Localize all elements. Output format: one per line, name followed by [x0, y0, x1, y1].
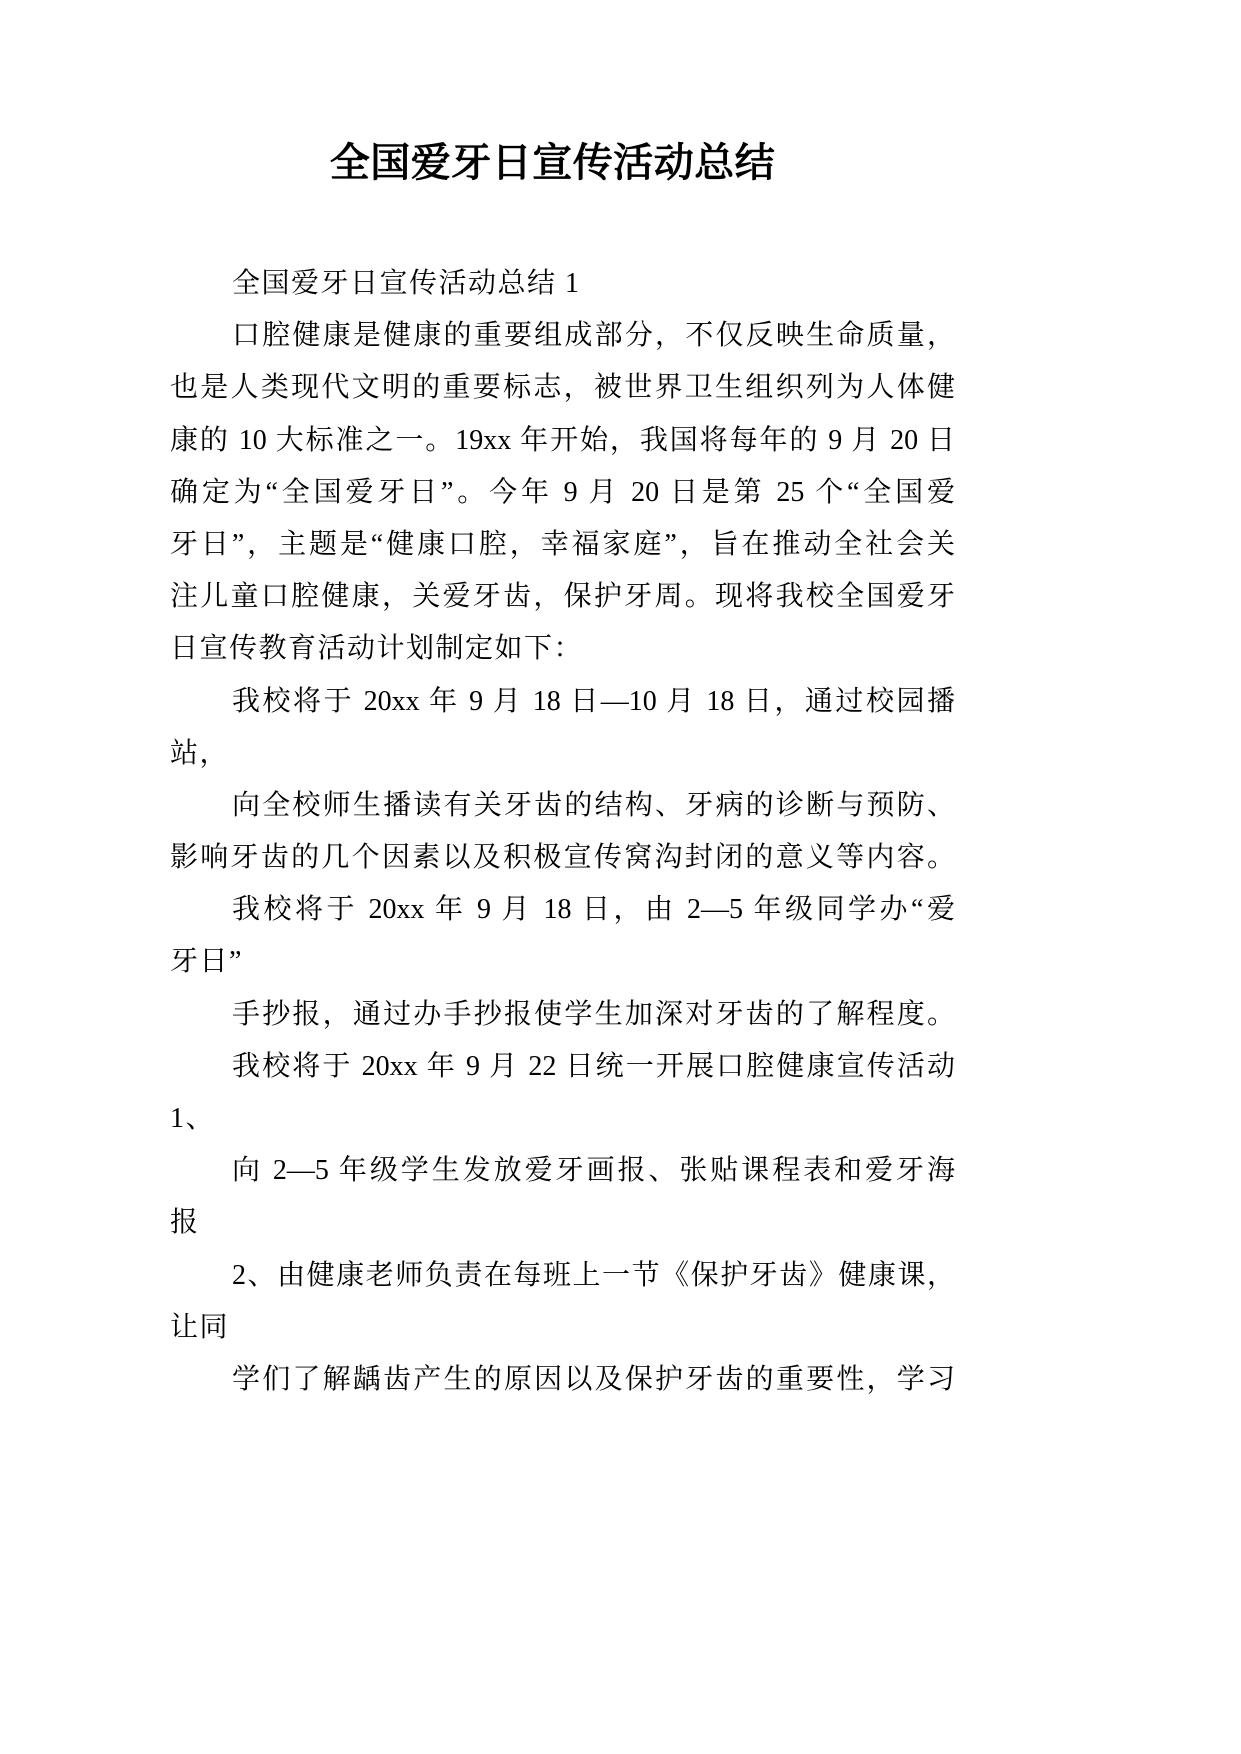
text-line: 我校将于 20xx 年 9 月 18 日，由 2—5 年级同学办“爱	[232, 894, 955, 926]
paragraph	[170, 884, 955, 988]
text-line: 报	[170, 1207, 200, 1239]
paragraph	[170, 676, 955, 780]
text-line: 牙日”，主题是“健康口腔，幸福家庭”，旨在推动全社会关	[170, 528, 955, 560]
document-body	[170, 258, 955, 1406]
text-line: 口腔健康是健康的重要组成部分，不仅反映生命质量，	[232, 320, 955, 352]
section-heading: 全国爱牙日宣传活动总结 1	[232, 268, 581, 299]
text-line: 牙日”	[170, 946, 243, 978]
text-line: 我校将于 20xx 年 9 月 22 日统一开展口腔健康宣传活动	[232, 1050, 955, 1082]
text-line: 站，	[170, 737, 230, 769]
paragraph	[170, 780, 955, 884]
text-line: 向 2—5 年级学生发放爱牙画报、张贴课程表和爱牙海	[232, 1155, 955, 1187]
text-line: 学们了解龋齿产生的原因以及保护牙齿的重要性，学习	[232, 1363, 955, 1395]
paragraph	[170, 1250, 955, 1354]
paragraph	[170, 1041, 955, 1145]
text-line: 日宣传教育活动计划制定如下：	[170, 633, 584, 665]
paragraph	[170, 1354, 955, 1406]
text-line: 向全校师生播读有关牙齿的结构、牙病的诊断与预防、	[232, 789, 955, 821]
text-line: 2、由健康老师负责在每班上一节《保护牙齿》健康课，	[232, 1259, 955, 1291]
text-line: 注儿童口腔健康，关爱牙齿，保护牙周。现将我校全国爱牙	[170, 581, 955, 613]
text-line: 影响牙齿的几个因素以及积极宣传窝沟封闭的意义等内容。	[170, 842, 955, 874]
text-line: 我校将于 20xx 年 9 月 18 日—10 月 18 日，通过校园播	[232, 685, 955, 717]
text-line: 手抄报，通过办手抄报使学生加深对牙齿的了解程度。	[232, 998, 955, 1030]
text-line: 也是人类现代文明的重要标志，被世界卫生组织列为人体健	[170, 372, 955, 404]
text-line: 让同	[170, 1311, 230, 1343]
text-line: 1、	[170, 1103, 216, 1134]
paragraph	[170, 310, 955, 675]
text-line: 确定为“全国爱牙日”。今年 9 月 20 日是第 25 个“全国爱	[170, 476, 955, 508]
text-line: 康的 10 大标准之一。19xx 年开始，我国将每年的 9 月 20 日	[170, 424, 955, 456]
paragraph	[170, 989, 955, 1041]
document-title: 全国爱牙日宣传活动总结	[329, 140, 776, 185]
paragraph	[170, 1145, 955, 1249]
